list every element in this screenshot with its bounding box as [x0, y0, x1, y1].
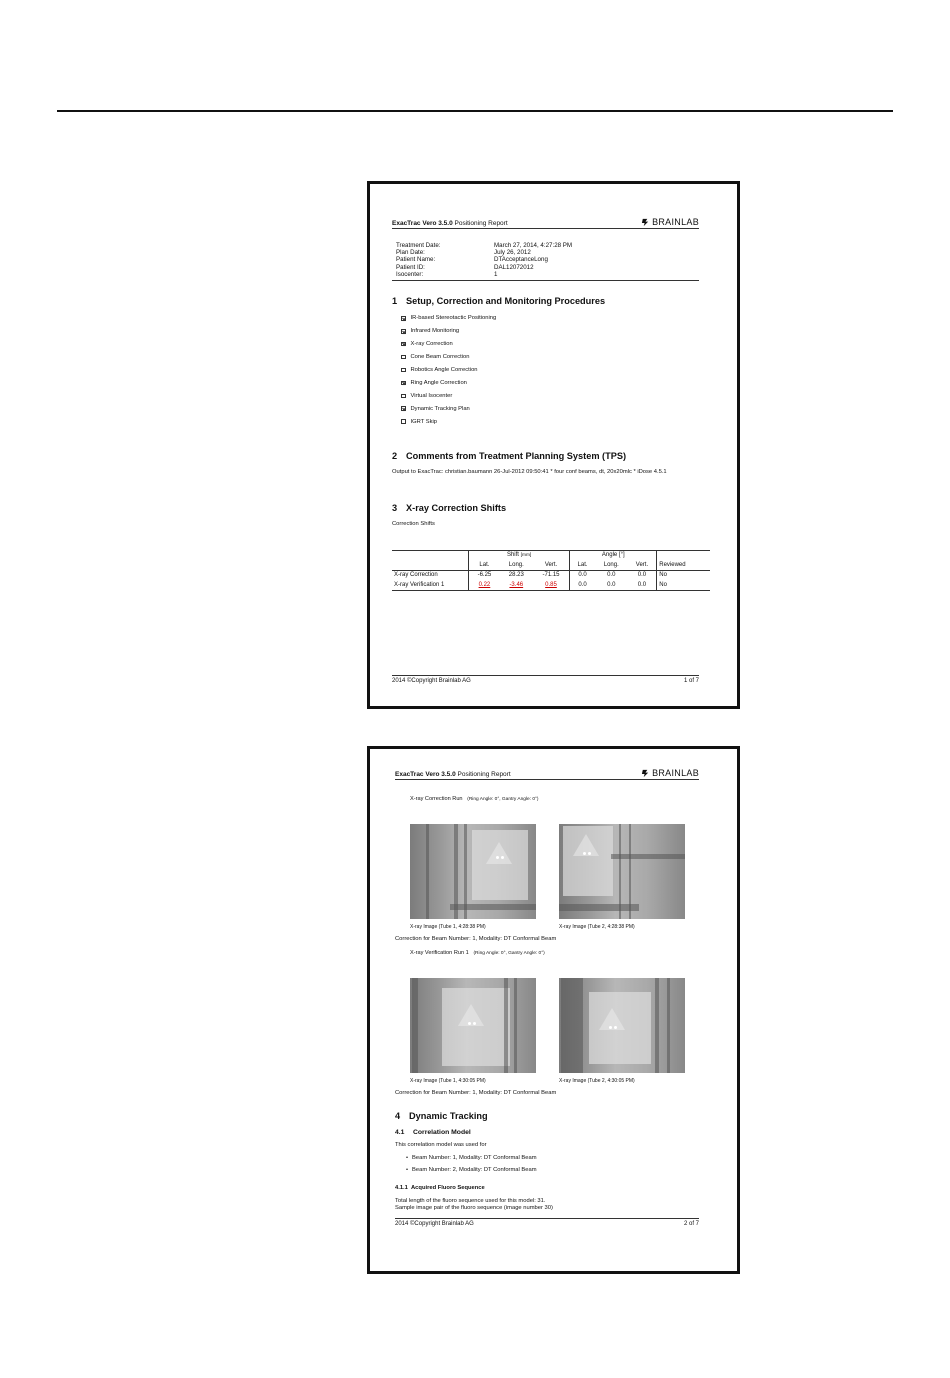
- section-1-heading: 1 Setup, Correction and Monitoring Procedures: [392, 296, 606, 306]
- checked-box-icon: [401, 406, 406, 411]
- column-header: Lat.: [570, 561, 595, 571]
- page-header: [395, 767, 699, 780]
- section-2-heading: 2 Comments from Treatment Planning System (TPS): [392, 451, 627, 461]
- brainlab-logo: BRAINLAB: [641, 768, 699, 778]
- top-rule: [57, 110, 893, 112]
- procedure-checklist: [401, 312, 496, 428]
- table-cell: -6.25: [469, 571, 500, 581]
- report-title: ExacTrac Vero 3.5.0 Positioning Report: [395, 771, 511, 778]
- row-label: X-ray Correction: [394, 572, 438, 579]
- run-2-caption-tube-2: X-ray Image (Tube 2, 4:30:05 PM): [559, 1078, 635, 1084]
- checklist-item: [401, 312, 496, 325]
- table-row: [392, 581, 710, 591]
- page-number: 1 of 7: [683, 678, 699, 684]
- page-footer: [395, 1218, 699, 1229]
- info-value: 1: [494, 270, 498, 278]
- checklist-label: Ring Angle Correction: [410, 379, 467, 386]
- column-header: Vert.: [533, 561, 570, 571]
- unchecked-box-icon: [401, 368, 406, 373]
- xray-image-run1-tube2: [559, 824, 685, 919]
- checked-box-icon: [401, 316, 406, 321]
- table-cell: 0.0: [570, 571, 595, 581]
- divider: [392, 280, 699, 281]
- shifts-caption: Correction Shifts: [392, 521, 435, 527]
- checked-box-icon: [401, 381, 406, 386]
- info-label: Treatment Date:: [396, 242, 441, 249]
- subsection-4-1-heading: 4.1 Correlation Model: [395, 1129, 471, 1136]
- table-cell: 0.22: [469, 581, 500, 591]
- info-row: [396, 249, 572, 256]
- info-row: [396, 242, 572, 249]
- patient-info: [396, 242, 572, 278]
- table-cell: 0.0: [607, 572, 616, 579]
- angle-header: Angle [°]: [570, 551, 657, 561]
- run-2-title: X-ray Verification Run 1 (Ring Angle: 0°, Gantry Angle: 0°): [410, 950, 545, 956]
- checklist-label: Dynamic Tracking Plan: [410, 405, 470, 412]
- info-label: Patient Name:: [396, 256, 436, 264]
- table-cell: 0.0: [637, 572, 647, 579]
- info-label: Plan Date:: [396, 249, 425, 257]
- checklist-label: IR-based Stereotactic Positioning: [410, 315, 497, 322]
- checklist-item: [401, 415, 496, 428]
- section-3-heading: 3 X-ray Correction Shifts: [392, 503, 507, 513]
- table-cell: 0.0: [570, 581, 595, 591]
- checklist-label: Infrared Monitoring: [410, 328, 460, 335]
- checklist-label: Virtual Isocenter: [410, 392, 453, 399]
- table-cell: 0.85: [533, 581, 570, 591]
- column-header: Long.: [500, 561, 533, 571]
- checklist-item: [401, 402, 496, 415]
- info-label: Patient ID:: [396, 263, 425, 271]
- checked-box-icon: [401, 342, 406, 347]
- xray-image-run2-tube2: [559, 978, 685, 1073]
- page-header: [392, 216, 699, 229]
- tps-comment: Output to ExacTrac: christian.baumann 26-Jul-2012 09:50:41 * four conf beams, dt, 20x20mlc * iDose 4.5.1: [392, 469, 667, 475]
- info-row: [396, 271, 572, 278]
- correlation-model-text: This correlation model was used for: [395, 1142, 487, 1148]
- column-header: Lat.: [469, 561, 500, 571]
- run-2-caption-tube-1: X-ray Image (Tube 1, 4:30:05 PM): [410, 1078, 486, 1084]
- checklist-item: [401, 364, 496, 377]
- column-header: Reviewed: [657, 561, 710, 571]
- page-number: 2 of 7: [683, 1221, 699, 1227]
- unchecked-box-icon: [401, 419, 406, 424]
- table-header-row: [392, 561, 710, 571]
- correction-shifts-table: [392, 550, 710, 591]
- subsection-4-1-1-heading: 4.1.1 Acquired Fluoro Sequence: [395, 1185, 485, 1191]
- brainlab-logo-icon: [641, 769, 650, 778]
- run-1-caption-tube-1: X-ray Image (Tube 1, 4:28:38 PM): [410, 924, 486, 930]
- info-row: [396, 256, 572, 263]
- column-header: Vert.: [628, 561, 657, 571]
- page-footer: [392, 675, 699, 686]
- checklist-item: [401, 376, 496, 389]
- fluoro-length-text: Total length of the fluoro sequence used for this model: 31.: [395, 1198, 546, 1204]
- report-page-2: [367, 746, 740, 1274]
- checked-box-icon: [401, 329, 406, 334]
- run-1-caption-tube-2: X-ray Image (Tube 2, 4:28:38 PM): [559, 924, 635, 930]
- checklist-label: IGRT Skip: [410, 418, 438, 425]
- checklist-label: Cone Beam Correction: [410, 354, 470, 361]
- info-row: [396, 264, 572, 271]
- list-item: • Beam Number: 2, Modality: DT Conformal Beam: [406, 1167, 537, 1173]
- shift-header: Shift [mm]: [469, 551, 570, 561]
- xray-image-run1-tube1: [410, 824, 536, 919]
- column-header: Long.: [595, 561, 628, 571]
- table-cell: -3.46: [500, 581, 533, 591]
- info-value: DTAcceptanceLong: [494, 256, 548, 264]
- table-cell: 0.0: [628, 581, 657, 591]
- copyright: 2014 ©Copyright Brainlab AG: [395, 1221, 474, 1227]
- unchecked-box-icon: [401, 355, 406, 360]
- fluoro-sample-text: Sample image pair of the fluoro sequence (image number 30): [395, 1205, 553, 1211]
- checklist-item: [401, 338, 496, 351]
- table-cell: -71.15: [542, 572, 560, 579]
- checklist-item: [401, 325, 496, 338]
- brainlab-logo: BRAINLAB: [641, 217, 699, 227]
- table-cell: 0.0: [595, 581, 628, 591]
- table-cell: No: [657, 581, 710, 591]
- info-value: July 26, 2012: [494, 249, 531, 257]
- run-1-title: X-ray Correction Run (Ring Angle: 0°, Gantry Angle: 0°): [410, 796, 539, 802]
- xray-image-run2-tube1: [410, 978, 536, 1073]
- list-item: • Beam Number: 1, Modality: DT Conformal Beam: [406, 1155, 537, 1161]
- checklist-item: [401, 351, 496, 364]
- unchecked-box-icon: [401, 394, 406, 399]
- info-value: DAL12072012: [494, 263, 534, 271]
- brainlab-logo-icon: [641, 218, 650, 227]
- report-title: ExacTrac Vero 3.5.0 Positioning Report: [392, 220, 508, 227]
- table-row: [392, 571, 710, 581]
- info-label: Isocenter:: [396, 270, 424, 278]
- checklist-label: Robotics Angle Correction: [410, 367, 478, 373]
- section-4-heading: 4 Dynamic Tracking: [395, 1111, 488, 1121]
- copyright: 2014 ©Copyright Brainlab AG: [392, 678, 471, 684]
- info-value: March 27, 2014, 4:27:28 PM: [494, 242, 573, 249]
- table-cell: No: [657, 571, 710, 581]
- report-page-1: [367, 181, 740, 709]
- table-cell: 28.23: [508, 572, 524, 579]
- row-label: X-ray Verification 1: [392, 581, 469, 591]
- run-2-correction: Correction for Beam Number: 1, Modality: DT Conformal Beam: [395, 1090, 557, 1096]
- checklist-item: [401, 389, 496, 402]
- run-1-correction: Correction for Beam Number: 1, Modality: DT Conformal Beam: [395, 936, 557, 942]
- checklist-label: X-ray Correction: [410, 341, 453, 348]
